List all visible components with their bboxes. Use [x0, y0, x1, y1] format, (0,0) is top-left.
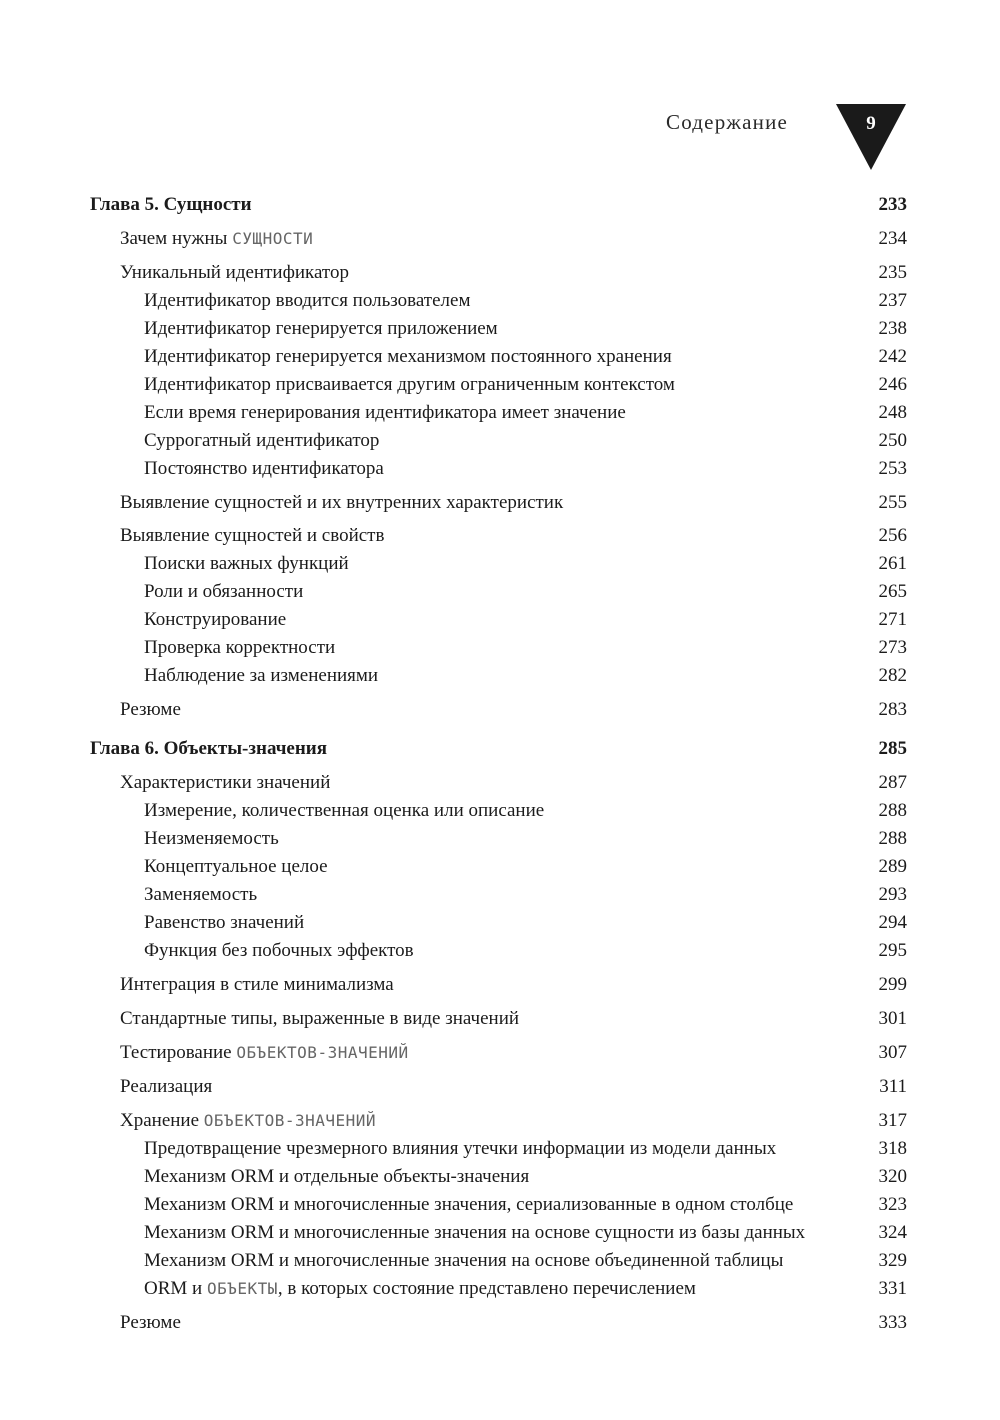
toc-page-number: 317: [878, 1110, 907, 1131]
toc-entry-title: Зачем нужны СУЩНОСТИ: [120, 228, 314, 249]
toc-entry-title: Поиски важных функций: [144, 553, 349, 574]
toc-entry-title: Резюме: [120, 1312, 181, 1333]
toc-subsection: [144, 1219, 907, 1247]
toc-entry-term: СУЩНОСТИ: [232, 229, 314, 248]
toc-entry-title: Проверка корректности: [144, 637, 336, 658]
toc-section: [120, 259, 907, 287]
toc-entry-title: Конструирование: [144, 609, 287, 630]
toc-page-number: 311: [879, 1076, 907, 1097]
toc-page-number: 250: [878, 430, 907, 451]
toc-page-number: 237: [878, 290, 907, 311]
toc-section: [120, 225, 907, 253]
toc-entry-title: Идентификатор вводится пользователем: [144, 290, 471, 311]
toc-entry-title: Если время генерирования идентификатора имеет значение: [144, 402, 626, 423]
toc-entry-title: Предотвращение чрезмерного влияния утечки информации из модели данных: [144, 1138, 777, 1159]
toc-subsection: [144, 1135, 907, 1163]
toc-entry-title: Наблюдение за изменениями: [144, 665, 379, 686]
toc-entry-title: Механизм ORM и многочисленные значения на основе сущности из базы данных: [144, 1222, 806, 1243]
toc-entry-title: Концептуальное целое: [144, 856, 328, 877]
toc-entry-title: Роли и обязанности: [144, 581, 304, 602]
toc-section: [120, 1005, 907, 1033]
toc-subsection: [144, 881, 907, 909]
toc-page-number: 293: [878, 884, 907, 905]
toc-subsection: [144, 371, 907, 399]
page-number: 9: [866, 113, 876, 134]
toc-page-number: 324: [878, 1222, 907, 1243]
toc-page-number: 285: [878, 738, 907, 759]
toc-subsection: [144, 606, 907, 634]
toc-entry-title: Выявление сущностей и их внутренних характеристик: [120, 492, 564, 513]
toc-entry-title: Характеристики значений: [120, 772, 331, 793]
toc-page-number: 320: [878, 1166, 907, 1187]
toc-page-number: 287: [878, 772, 907, 793]
toc-page-number: 283: [878, 699, 907, 720]
toc-subsection: [144, 662, 907, 690]
toc-subsection: [144, 937, 907, 965]
toc-entry-title: Глава 5. Сущности: [90, 194, 252, 215]
toc-page-number: 288: [878, 828, 907, 849]
toc-page-number: 289: [878, 856, 907, 877]
toc-page-number: 329: [878, 1250, 907, 1271]
toc-section: [120, 1073, 907, 1101]
toc-subsection: [144, 909, 907, 937]
toc-page-number: 273: [878, 637, 907, 658]
toc-page-number: 242: [878, 346, 907, 367]
toc-page-number: 234: [878, 228, 907, 249]
toc-page-number: 235: [878, 262, 907, 283]
toc-section: [120, 489, 907, 517]
toc-entry-title: Идентификатор генерируется механизмом постоянного хранения: [144, 346, 672, 367]
toc-subsection: [144, 853, 907, 881]
toc-subsection: [144, 1275, 907, 1303]
toc-page-number: 301: [878, 1008, 907, 1029]
toc-page-number: 288: [878, 800, 907, 821]
toc-page-number: 255: [878, 492, 907, 513]
toc-subsection: [144, 343, 907, 371]
toc-chapter: [90, 191, 907, 219]
toc-entry-title: Интеграция в стиле минимализма: [120, 974, 394, 995]
toc-section: [120, 1309, 907, 1337]
toc-page-number: 253: [878, 458, 907, 479]
toc-entry-title: ORM и ОБЪЕКТЫ, в которых состояние представлено перечислением: [144, 1278, 696, 1299]
toc-entry-title: Хранение ОБЪЕКТОВ-ЗНАЧЕНИЙ: [120, 1110, 377, 1131]
toc-subsection: [144, 399, 907, 427]
toc-entry-title: Идентификатор присваивается другим ограниченным контекстом: [144, 374, 675, 395]
toc-entry-title: Измерение, количественная оценка или описание: [144, 800, 545, 821]
toc-page-number: 238: [878, 318, 907, 339]
toc-page-number: 331: [878, 1278, 907, 1299]
toc-section: [120, 1107, 907, 1135]
toc-page-number: 299: [878, 974, 907, 995]
toc-page-number: 271: [878, 609, 907, 630]
toc-page-number: 282: [878, 665, 907, 686]
toc-entry-title: Механизм ORM и многочисленные значения, сериализованные в одном столбце: [144, 1194, 794, 1215]
toc-entry-title: Постоянство идентификатора: [144, 458, 384, 479]
toc-entry-term: ОБЪЕКТЫ: [206, 1279, 278, 1298]
toc-section: [120, 769, 907, 797]
toc-page-number: 333: [878, 1312, 907, 1333]
toc-chapter: [90, 735, 907, 763]
toc-subsection: [144, 1191, 907, 1219]
toc-entry-title: Стандартные типы, выраженные в виде значений: [120, 1008, 520, 1029]
toc-page-number: 295: [878, 940, 907, 961]
toc-entry-title: Неизменяемость: [144, 828, 279, 849]
toc-subsection: [144, 287, 907, 315]
toc-entry-title: Резюме: [120, 699, 181, 720]
toc-page-number: 318: [878, 1138, 907, 1159]
toc-page-number: 233: [878, 194, 907, 215]
toc-page-number: 261: [878, 553, 907, 574]
toc-page-number: 294: [878, 912, 907, 933]
toc-entry-title: Функция без побочных эффектов: [144, 940, 414, 961]
toc-page-number: 307: [878, 1042, 907, 1063]
toc-subsection: [144, 455, 907, 483]
toc-subsection: [144, 315, 907, 343]
toc-page-number: 256: [878, 525, 907, 546]
toc-subsection: [144, 1163, 907, 1191]
toc-section: [120, 1039, 907, 1067]
toc-subsection: [144, 427, 907, 455]
toc-subsection: [144, 550, 907, 578]
toc-entry-title: Реализация: [120, 1076, 213, 1097]
toc-subsection: [144, 825, 907, 853]
toc-entry-title: Механизм ORM и отдельные объекты-значения: [144, 1166, 530, 1187]
toc-section: [120, 696, 907, 724]
toc-entry-title: Глава 6. Объекты-значения: [90, 738, 328, 759]
toc-entry-title: Выявление сущностей и свойств: [120, 525, 385, 546]
toc-page-number: 246: [878, 374, 907, 395]
toc-entry-term: ОБЪЕКТОВ-ЗНАЧЕНИЙ: [236, 1043, 409, 1062]
toc-entry-title: Механизм ORM и многочисленные значения на основе объединенной таблицы: [144, 1250, 784, 1271]
toc-entry-title: Заменяемость: [144, 884, 258, 905]
toc-entry-title: Уникальный идентификатор: [120, 262, 349, 283]
toc-entry-title: Идентификатор генерируется приложением: [144, 318, 498, 339]
toc-entry-title: Равенство значений: [144, 912, 305, 933]
toc-section: [120, 522, 907, 550]
toc-entry-term: ОБЪЕКТОВ-ЗНАЧЕНИЙ: [203, 1111, 377, 1130]
toc-subsection: [144, 634, 907, 662]
toc-page-number: 265: [878, 581, 907, 602]
running-header: Содержание: [666, 110, 789, 134]
toc-page-number: 323: [878, 1194, 907, 1215]
toc-subsection: [144, 578, 907, 606]
toc-subsection: [144, 1247, 907, 1275]
toc-subsection: [144, 797, 907, 825]
toc-entry-title: Тестирование ОБЪЕКТОВ-ЗНАЧЕНИЙ: [120, 1042, 409, 1063]
toc-page-number: 248: [878, 402, 907, 423]
toc-entry-title: Суррогатный идентификатор: [144, 430, 380, 451]
toc-section: [120, 971, 907, 999]
